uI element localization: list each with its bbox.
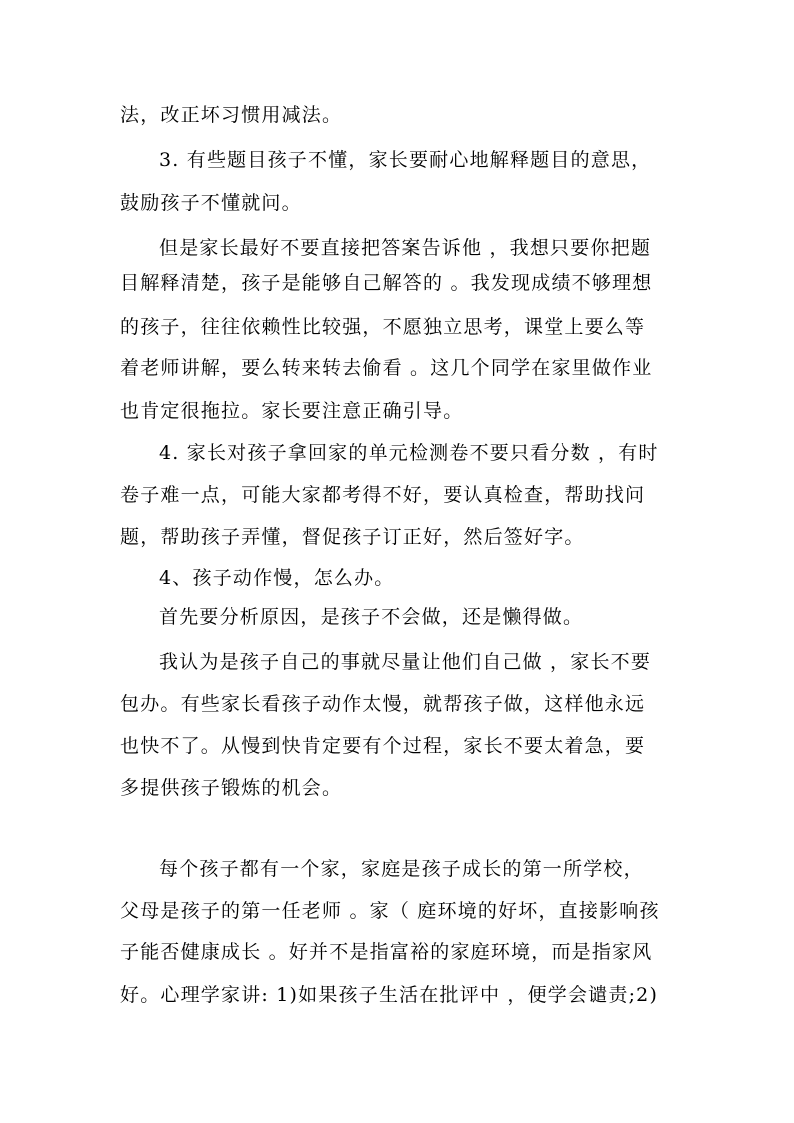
text-line: 好。心理学家讲: 1)如果孩子生活在批评中 ，便学会谴责;2) <box>120 984 659 1006</box>
text-line: 但是家长最好不要直接把答案告诉他 ，我想只要你把题 <box>159 237 652 259</box>
text-line: 卷子难一点，可能大家都考得不好，要认真检查，帮助找问 <box>120 484 646 506</box>
text-line: 也快不了。从慢到快肯定要有个过程，家长不要太着急，要 <box>120 735 646 757</box>
text-line: 4. 家长对孩子拿回家的单元检测卷不要只看分数 ，有时 <box>159 442 659 464</box>
text-line: 我认为是孩子自己的事就尽量让他们自己做 ，家长不要 <box>159 651 652 673</box>
text-line: 父母是孩子的第一任老师 。家（ 庭环境的好坏，直接影响孩 <box>120 900 660 922</box>
text-line: 着老师讲解，要么转来转去偷看 。这几个同学在家里做作业 <box>120 357 653 379</box>
text-line: 目解释清楚，孩子是能够自己解答的 。我发现成绩不够理想 <box>120 272 653 294</box>
text-line: 子能否健康成长 。好并不是指富裕的家庭环境，而是指家风 <box>120 941 653 963</box>
text-line: 包办。有些家长看孩子动作太慢，就帮孩子做，这样他永远 <box>120 693 646 715</box>
text-line: 3. 有些题目孩子不懂，家长要耐心地解释题目的意思， <box>159 149 652 171</box>
text-line: 的孩子，往往依赖性比较强，不愿独立思考，课堂上要么等 <box>120 316 646 338</box>
text-line: 每个孩子都有一个家，家庭是孩子成长的第一所学校， <box>159 858 644 880</box>
text-line: 鼓励孩子不懂就问。 <box>120 192 302 214</box>
text-line: 首先要分析原因，是孩子不会做，还是懒得做。 <box>159 606 584 628</box>
text-line: 也肯定很拖拉。家长要注意正确引导。 <box>120 400 464 422</box>
text-line: 多提供孩子锻炼的机会。 <box>120 777 343 799</box>
text-line: 题，帮助孩子弄懂，督促孩子订正好，然后签好字。 <box>120 526 585 548</box>
text-line: 法，改正坏习惯用减法。 <box>120 104 343 126</box>
text-line: 4、孩子动作慢，怎么办。 <box>159 567 395 589</box>
